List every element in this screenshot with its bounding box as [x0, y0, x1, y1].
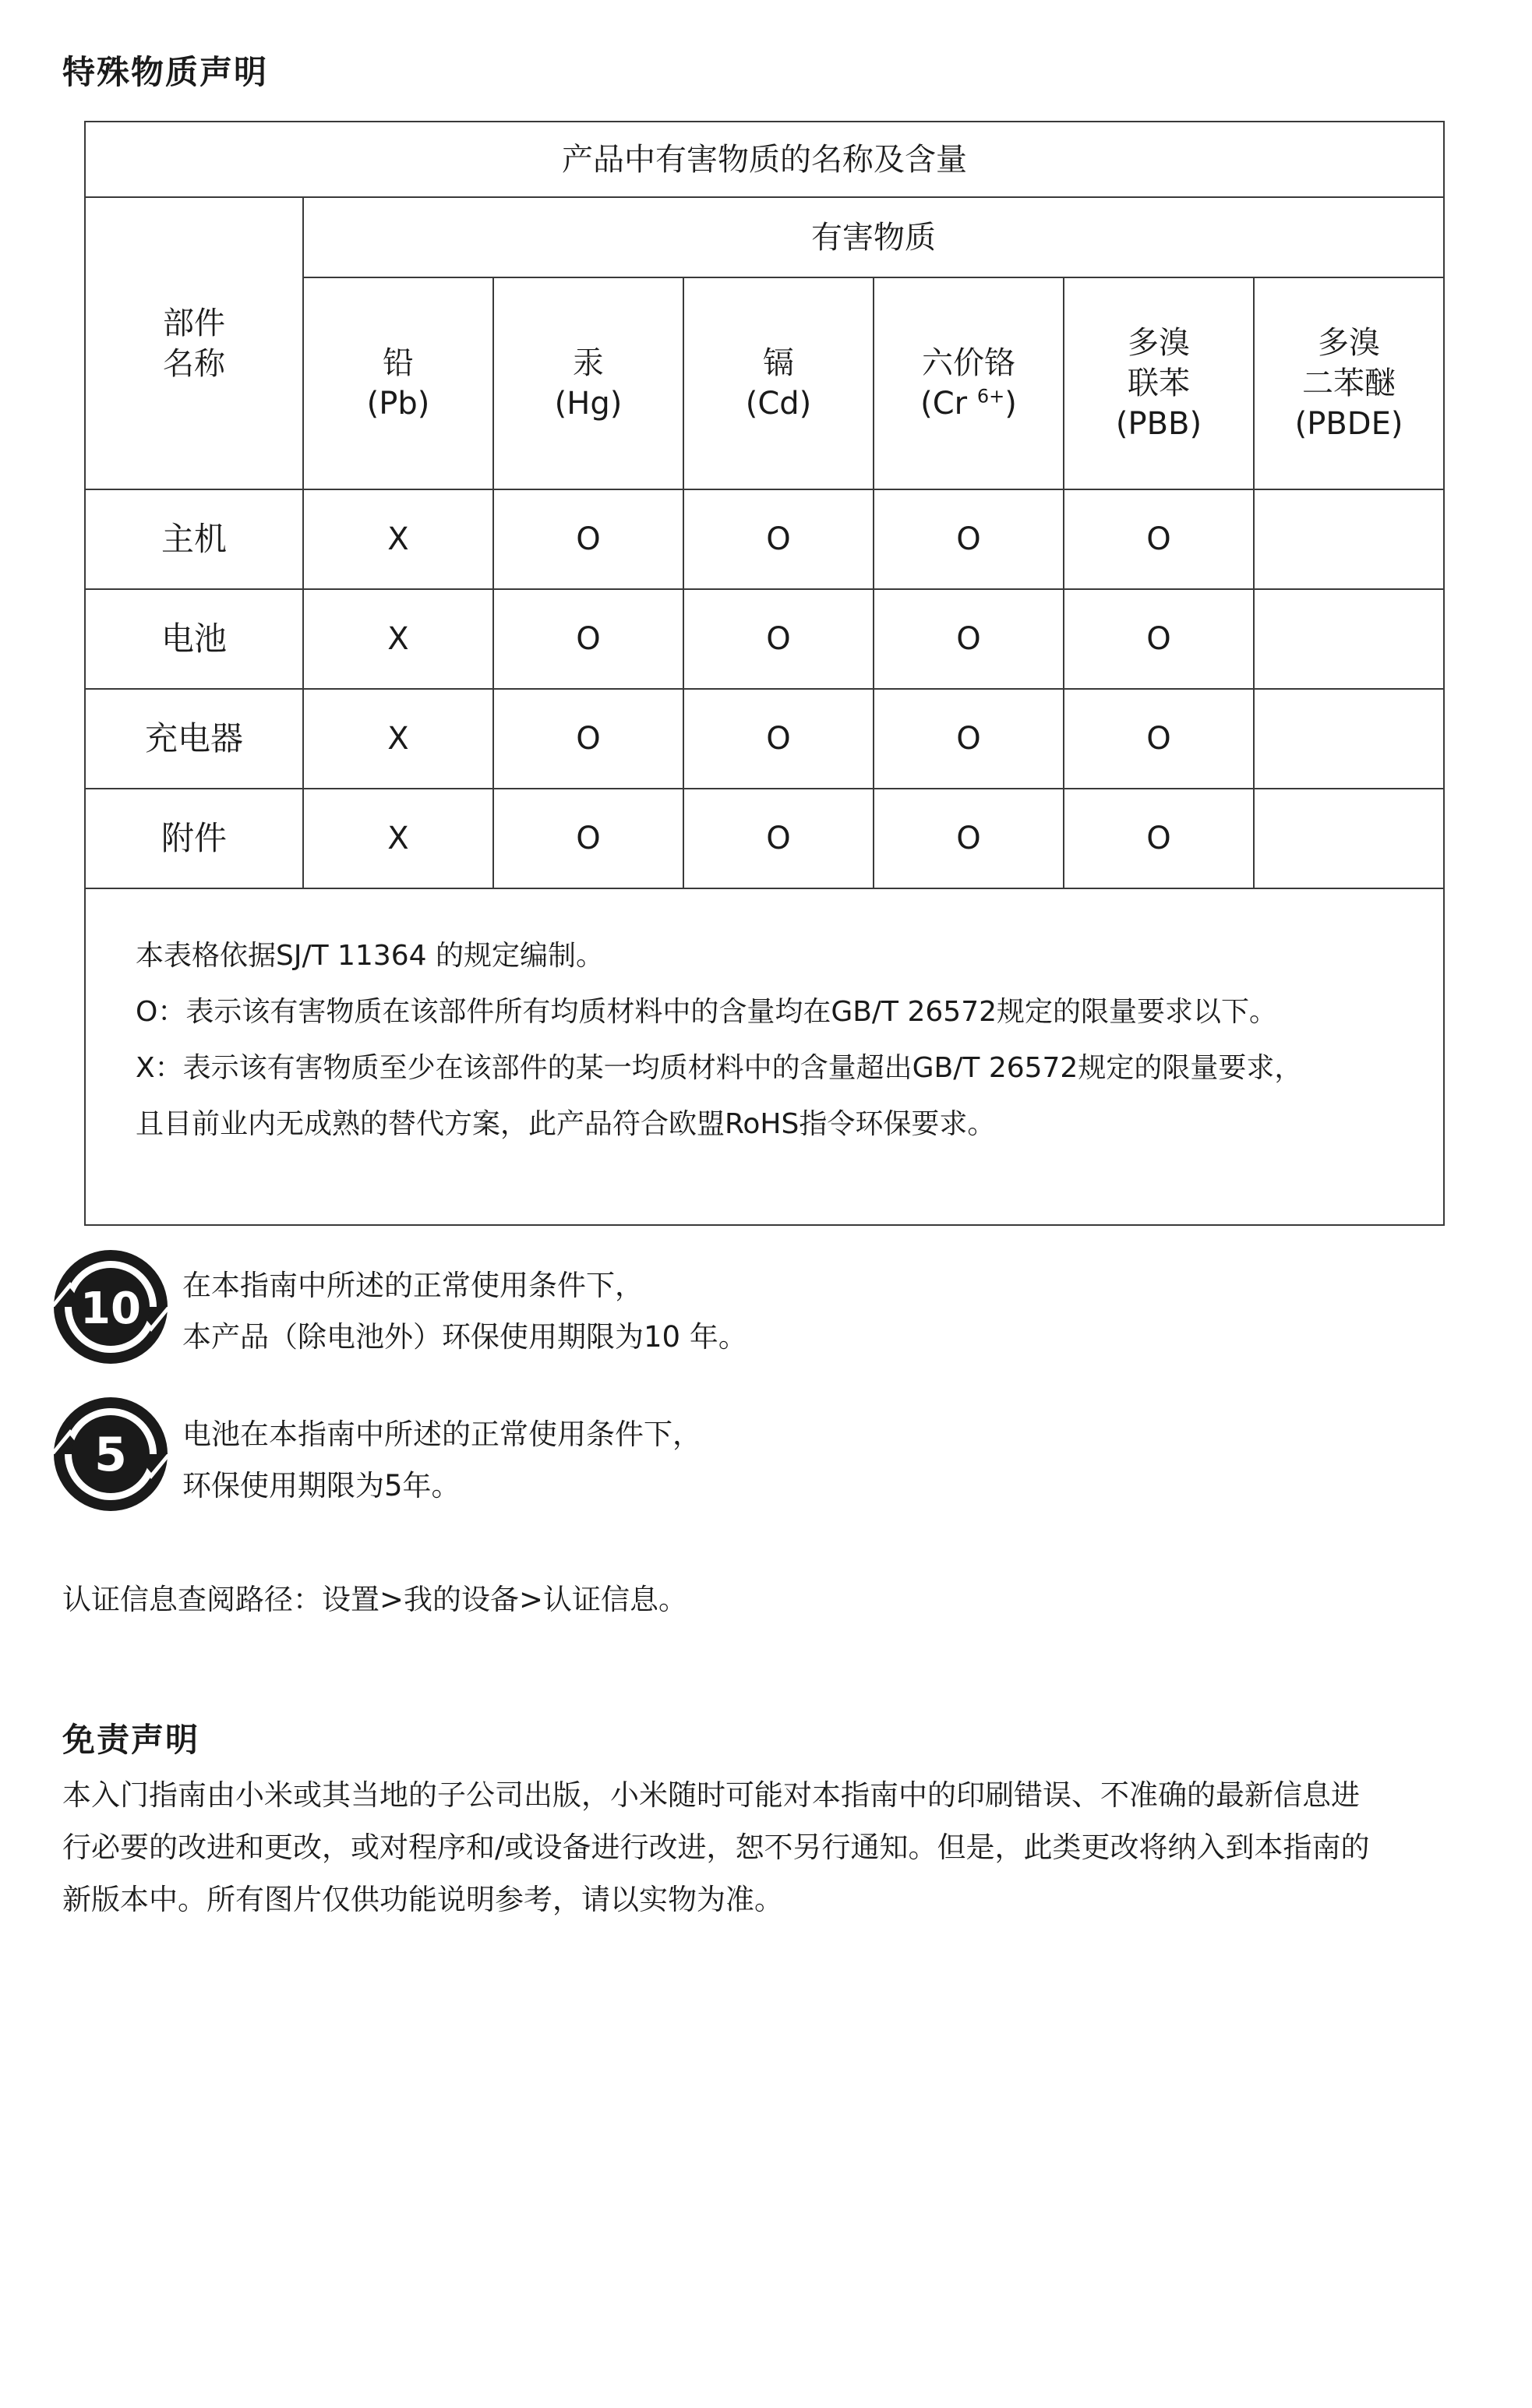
column-header-lead — [303, 277, 493, 489]
column-symbol: (Pb) — [366, 386, 430, 422]
table-title: 产品中有害物质的名称及含量 — [85, 122, 1444, 197]
disclaimer-paragraph — [62, 1769, 1481, 1926]
note-line: O：表示该有害物质在该部件所有均质材料中的含量均在GB/T 26572规定的限量要求以下。 — [136, 996, 1278, 1028]
column-symbol: (PBDE) — [1294, 406, 1403, 442]
disclaimer-title: 免责声明 — [62, 1721, 200, 1759]
column-symbol-main: (Cr — [920, 386, 968, 422]
epup-number: 5 — [94, 1428, 127, 1482]
cell: O — [493, 589, 683, 689]
cell: O — [493, 489, 683, 589]
epup-5-text — [182, 1409, 701, 1512]
column-symbol: (Hg) — [554, 386, 623, 422]
cell: O — [874, 589, 1064, 689]
note-line: 且目前业内无成熟的替代方案，此产品符合欧盟RoHS指令环保要求。 — [136, 1108, 996, 1140]
cell: O — [683, 489, 874, 589]
column-symbol: (Cd) — [745, 386, 812, 422]
cell: X — [303, 789, 493, 888]
epup-line: 环保使用期限为5年。 — [182, 1469, 461, 1502]
table-row — [85, 589, 1444, 689]
column-header-chromium — [874, 277, 1064, 489]
cell: O — [683, 589, 874, 689]
epup-line: 本产品（除电池外）环保使用期限为10 年。 — [182, 1320, 747, 1354]
part-name-header-line2: 名称 — [163, 345, 225, 382]
column-name: 多溴 — [1128, 325, 1190, 361]
cell: O — [1064, 689, 1254, 789]
epup-10-icon — [48, 1245, 173, 1369]
cell: O — [874, 689, 1064, 789]
cell — [1254, 689, 1444, 789]
part-name: 充电器 — [85, 689, 303, 789]
column-symbol-close: ) — [1004, 386, 1017, 422]
epup-line: 电池在本指南中所述的正常使用条件下， — [182, 1418, 701, 1451]
table-row — [85, 789, 1444, 888]
column-name: 铅 — [383, 345, 414, 381]
cell: O — [493, 789, 683, 888]
cell: X — [303, 689, 493, 789]
disclaimer-line: 本入门指南由小米或其当地的子公司出版，小米随时可能对本指南中的印刷错误、不准确的最新信息进 — [62, 1778, 1360, 1812]
cell — [1254, 489, 1444, 589]
part-name: 主机 — [85, 489, 303, 589]
note-line: X：表示该有害物质至少在该部件的某一均质材料中的含量超出GB/T 26572规定的限量要求， — [136, 1052, 1303, 1084]
column-name: 镉 — [763, 345, 794, 381]
disclaimer-line: 行必要的改进和更改，或对程序和/或设备进行改进，恕不另行通知。但是，此类更改将纳入到本指南的 — [62, 1831, 1370, 1864]
column-name: 汞 — [573, 345, 604, 381]
epup-5-icon — [48, 1392, 173, 1516]
cell: O — [1064, 789, 1254, 888]
column-header-pbb — [1064, 277, 1254, 489]
cell: O — [874, 789, 1064, 888]
table-row — [85, 689, 1444, 789]
epup-line: 在本指南中所述的正常使用条件下， — [182, 1269, 644, 1302]
note-line: 本表格依据SJ/T 11364 的规定编制。 — [136, 940, 604, 972]
epup-10-text — [182, 1260, 747, 1363]
column-header-pbde — [1254, 277, 1444, 489]
column-symbol-superscript: 6+ — [976, 385, 1005, 408]
cell: O — [493, 689, 683, 789]
cell: O — [1064, 589, 1254, 689]
table-row — [85, 489, 1444, 589]
column-header-cadmium — [683, 277, 874, 489]
column-symbol: (PBB) — [1115, 406, 1202, 442]
substances-group-header: 有害物质 — [303, 197, 1444, 277]
cell: O — [874, 489, 1064, 589]
cell: X — [303, 589, 493, 689]
epup-number: 10 — [80, 1283, 141, 1334]
table-notes — [85, 888, 1444, 1225]
page-title: 特殊物质声明 — [62, 53, 269, 91]
part-name: 电池 — [85, 589, 303, 689]
certification-path: 认证信息查阅路径：设置>我的设备>认证信息。 — [62, 1583, 688, 1616]
column-name-cont: 二苯醚 — [1302, 365, 1396, 401]
cell — [1254, 589, 1444, 689]
part-name-header-line1: 部件 — [163, 305, 225, 341]
column-symbol — [874, 383, 1063, 424]
column-name: 多溴 — [1318, 325, 1381, 361]
cell: X — [303, 489, 493, 589]
cell — [1254, 789, 1444, 888]
column-name-cont: 联苯 — [1128, 365, 1190, 401]
column-header-mercury — [493, 277, 683, 489]
hazardous-substances-table — [84, 121, 1445, 1226]
part-name: 附件 — [85, 789, 303, 888]
column-name: 六价铬 — [922, 345, 1015, 381]
part-name-header — [85, 197, 303, 489]
cell: O — [683, 789, 874, 888]
cell: O — [683, 689, 874, 789]
cell: O — [1064, 489, 1254, 589]
disclaimer-line: 新版本中。所有图片仅供功能说明参考，请以实物为准。 — [62, 1883, 783, 1916]
